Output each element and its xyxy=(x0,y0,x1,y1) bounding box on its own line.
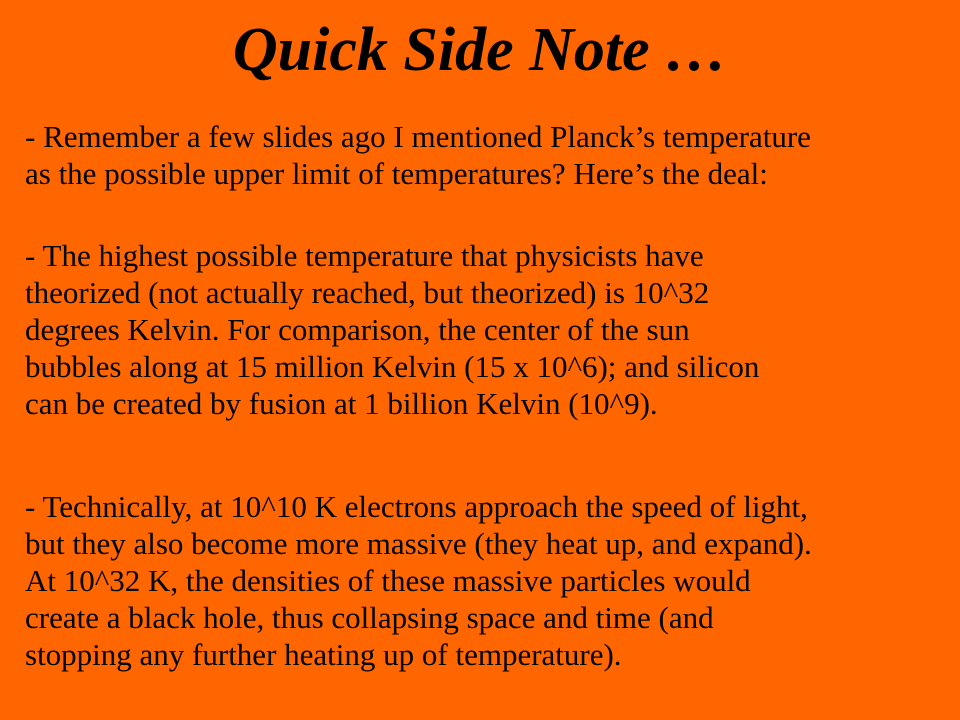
text-line: At 10^32 K, the densities of these massive particles would xyxy=(25,563,751,598)
paragraph-planck-reminder xyxy=(25,118,950,192)
text-line: - Technically, at 10^10 K electrons approach the speed of light, xyxy=(25,489,808,524)
text-line: but they also become more massive (they heat up, and expand). xyxy=(25,526,812,561)
text-line: theorized (not actually reached, but theorized) is 10^32 xyxy=(25,275,710,310)
text-line: can be created by fusion at 1 billion Kelvin (10^9). xyxy=(25,386,658,421)
paragraph-electrons-black-hole xyxy=(25,488,950,673)
text-line: bubbles along at 15 million Kelvin (15 x 10^6); and silicon xyxy=(25,349,760,384)
text-line: stopping any further heating up of temperature). xyxy=(25,637,622,672)
slide-title: Quick Side Note … xyxy=(232,16,728,84)
text-line: - The highest possible temperature that physicists have xyxy=(25,238,704,273)
text-line: - Remember a few slides ago I mentioned Planck’s temperature xyxy=(25,119,811,154)
paragraph-highest-temperature xyxy=(25,237,950,422)
text-line: create a black hole, thus collapsing space and time (and xyxy=(25,600,714,635)
text-line: as the possible upper limit of temperatures? Here’s the deal: xyxy=(25,156,768,191)
text-line: degrees Kelvin. For comparison, the center of the sun xyxy=(25,312,690,347)
